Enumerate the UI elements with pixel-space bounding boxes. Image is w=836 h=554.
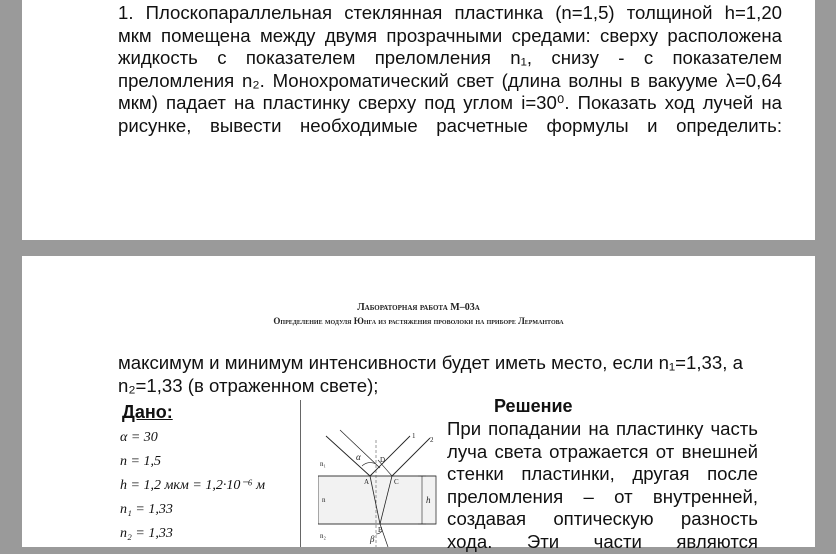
continuation-line: n₂=1,33 (в отраженном свете);: [118, 374, 379, 396]
solution-title: Решение: [494, 396, 573, 416]
glass-plate: [318, 476, 436, 524]
ray-diagram: [318, 426, 440, 547]
incident-ray-2: [340, 430, 380, 468]
problem-line: рисунке, вывести необходимые расчетные формулы и определить:: [118, 114, 782, 136]
alpha-label: α: [356, 452, 361, 462]
problem-statement: [118, 2, 782, 138]
n-label: n: [322, 496, 326, 504]
given-list: [120, 426, 300, 546]
continuation-text: [118, 352, 782, 397]
reflected-ray-2: [392, 438, 430, 476]
beta-label: β: [370, 534, 375, 544]
given-item: n₂ = 1,33: [120, 526, 173, 541]
given-item: n = 1,5: [120, 454, 161, 469]
lab-subtitle: Определение модуля Юнга из растяжения проволоки на приборе Лермантова: [273, 316, 564, 326]
point-b-label: B: [378, 526, 383, 534]
solution-line: При попадании на пластинку часть: [447, 418, 758, 439]
n2-label: n₂: [320, 532, 326, 540]
ray1-label: 1: [412, 432, 416, 440]
continuation-line: максимум и минимум интенсивности будет иметь место, если n₁=1,33, а: [118, 352, 743, 373]
given-item: h = 1,2 мкм = 1,2·10⁻⁶ м: [120, 478, 266, 493]
problem-line: мкм) падает на пластинку сверху под углом i=30⁰. Показать ход лучей на: [118, 92, 782, 114]
solution-line: хода. Эти части являются: [447, 530, 758, 552]
ray2-label: 2: [430, 436, 434, 444]
h-label: h: [426, 495, 431, 505]
incident-ray: [326, 436, 370, 476]
given-title: Дано:: [122, 402, 173, 422]
solution-text: [447, 418, 758, 554]
point-a-label: A: [364, 478, 370, 486]
lab-title: Лабораторная работа М–03а: [357, 302, 480, 313]
problem-line: 1. Плоскопараллельная стеклянная пластинка (n=1,5) толщиной h=1,20: [118, 2, 782, 23]
given-item: n₁ = 1,33: [120, 502, 173, 517]
alpha-arc: [362, 463, 376, 466]
n1-label: n₁: [320, 460, 326, 468]
solution-line: луча света отражается от внешней: [447, 440, 758, 462]
solution-line: стенки пластинки, другая после: [447, 463, 758, 485]
page-2: [22, 256, 815, 552]
solution-line: создавая оптическую разность: [447, 508, 758, 530]
problem-line: мкм помещена между двумя прозрачными средами: сверху расположена: [118, 24, 782, 46]
point-c-label: C: [394, 478, 399, 486]
solution-line: преломления – от внутренней,: [447, 485, 758, 507]
point-d-label: D: [380, 456, 386, 464]
page-1: [22, 0, 815, 240]
problem-line: преломления n₂. Монохроматический свет (длина волны в вакууме λ=0,64: [118, 69, 782, 91]
given-divider: [300, 400, 301, 547]
problem-line: жидкость с показателем преломления n₁, снизу - с показателем: [118, 47, 782, 69]
given-item: α = 30: [120, 430, 158, 445]
